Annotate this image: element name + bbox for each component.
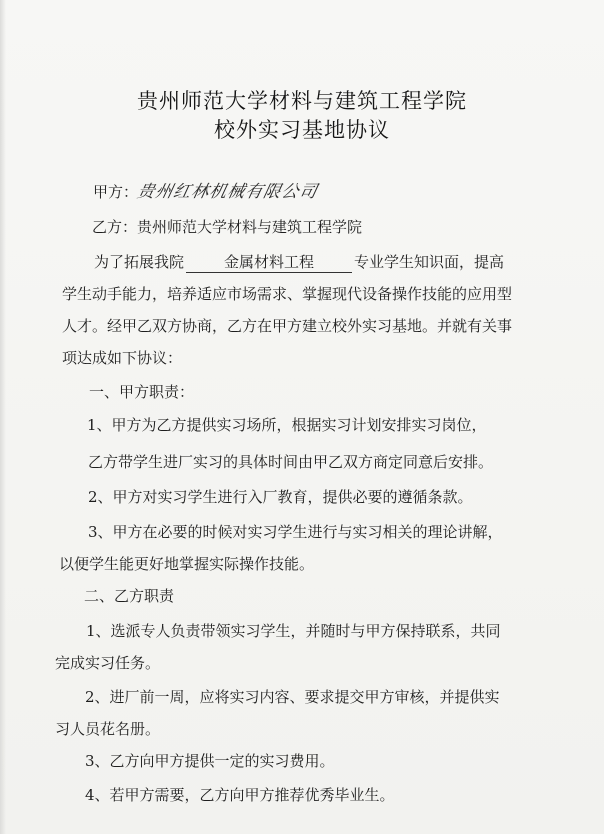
party-a-line [93,177,318,202]
s1-item3: 3、甲方在必要的时候对实习学生进行与实习相关的理论讲解， [88,523,503,541]
intro-line2: 学生动手能力，培养适应市场需求、掌握现代设备操作技能的应用型 [62,285,513,303]
s2-item1: 1、选派专人负责带领实习学生，并随时与甲方保持联系，共同 [86,622,501,640]
title-line1: 贵州师范大学材料与建筑工程学院 [137,89,467,113]
party-a-signature: 贵州红林机械有限公司 [135,182,320,202]
s2-item3: 3、乙方向甲方提供一定的实习费用。 [85,752,335,770]
party-b-line: 乙方：贵州师范大学材料与建筑工程学院 [92,218,363,236]
s2-item2-cont: 习人员花名册。 [55,720,161,738]
s1-item1: 1、甲方为乙方提供实习场所，根据实习计划安排实习岗位， [87,416,487,434]
intro-line3: 人才。经甲乙双方协商，乙方在甲方建立校外实习基地。并就有关事 [62,317,513,335]
s2-item2: 2、进厂前一周，应将实习内容、要求提交甲方审核，并提供实 [85,688,500,706]
intro-prefix: 为了拓展我院 [94,253,185,271]
party-a-label: 甲方： [93,183,139,201]
s2-item4: 4、若甲方需要，乙方向甲方推荐优秀毕业生。 [85,786,395,804]
intro-suffix: 专业学生知识面，提高 [354,253,505,271]
section2-heading: 二、乙方职责 [84,587,175,605]
intro-line4: 项达成如下协议： [62,349,183,367]
s1-item3-cont: 以便学生能更好地掌握实际操作技能。 [59,555,315,573]
s2-item1-cont: 完成实习任务。 [55,654,161,672]
title-line2: 校外实习基地协议 [214,118,390,142]
major-blank: 金属材料工程 [186,251,352,273]
s1-item2: 2、甲方对实习学生进行入厂教育，提供必要的遵循条款。 [88,488,473,506]
intro-line1 [94,251,504,273]
section1-heading: 一、甲方职责： [89,383,195,401]
s1-item1-cont: 乙方带学生进厂实习的具体时间由甲乙双方商定同意后安排。 [88,453,494,471]
